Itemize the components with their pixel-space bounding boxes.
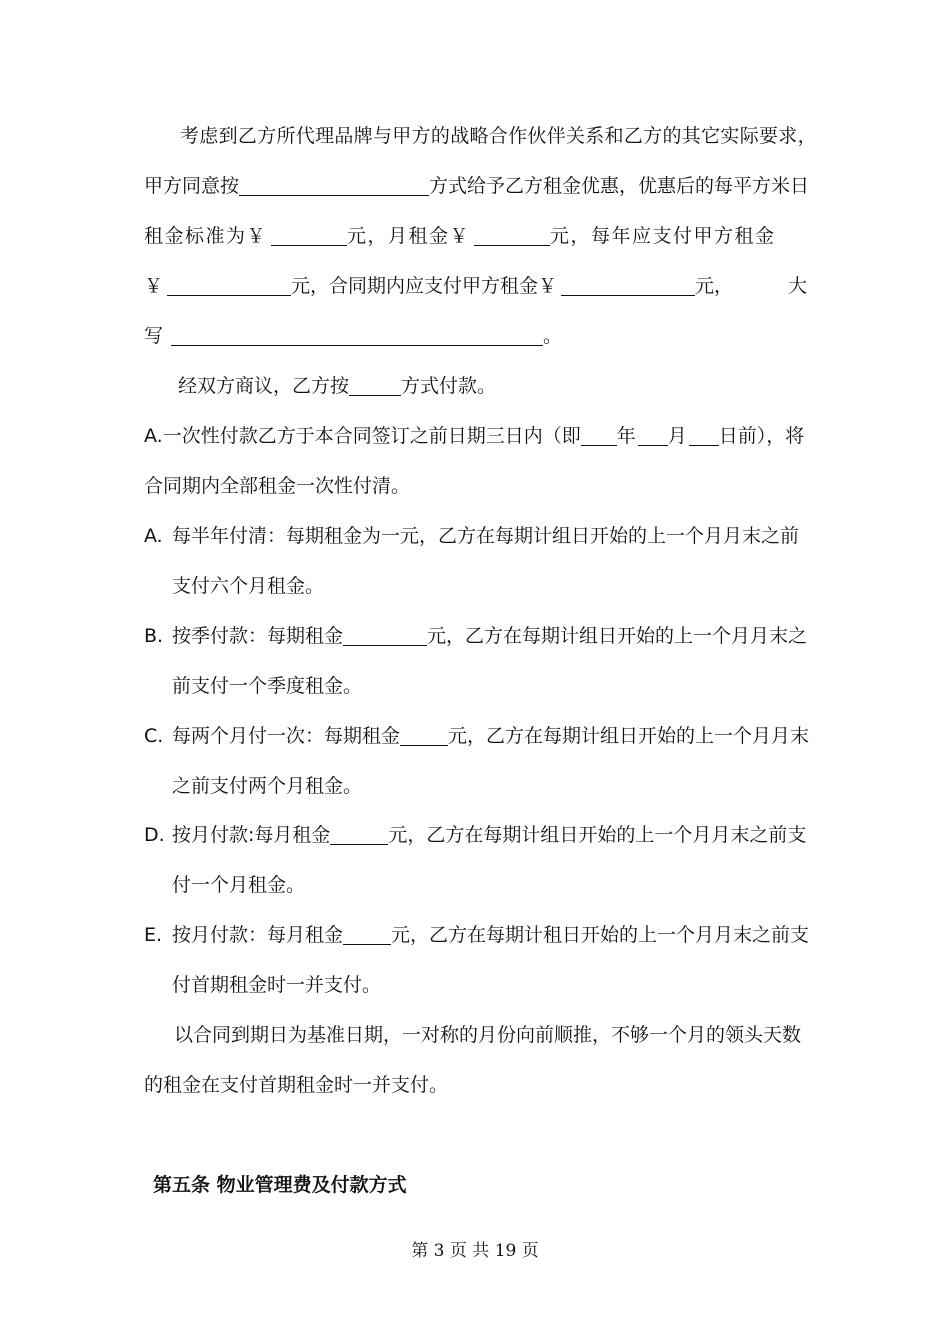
paragraph-text: 之前支付两个月租金。 [172,775,363,797]
list-item-label [144,523,163,549]
text-line [180,123,817,149]
text-line [144,273,733,299]
blank-field[interactable] [171,323,543,346]
text-line [144,323,562,349]
text-line [172,523,799,549]
paragraph-text: 付一个月租金。 [172,874,306,896]
paragraph-text: 方式付款。 [401,375,497,397]
text-line [172,623,807,649]
list-item-label [144,922,162,948]
blank-field[interactable] [349,373,401,396]
paragraph-text: 元，合同期内应支付甲方租金￥ [291,275,558,297]
blank-field[interactable] [638,423,668,446]
text-line [172,723,809,749]
paragraph-text: 元， [695,275,734,297]
blank-field[interactable] [561,273,695,296]
text-line [172,822,806,848]
text-line [144,173,809,199]
list-item-label [144,822,165,848]
paragraph-text: 年 [616,425,636,447]
text-line [172,922,809,948]
blank-field[interactable] [330,822,388,845]
blank-field[interactable] [239,173,429,196]
list-item-label [144,723,163,749]
paragraph-text: 按季付款：每期租金 [172,625,344,647]
text-line [144,223,776,249]
paragraph-text: 元，乙方在每期计组日开始的上一个月月末之 [427,625,808,647]
blank-field[interactable] [343,623,427,646]
list-item-label [144,623,163,649]
paragraph-text: 元，乙方在每期计组日开始的上一个月月末 [448,725,810,747]
paragraph-text: 元，乙方在每期计租日开始的上一个月月末之前支 [391,924,810,946]
paragraph-text: 方式给予乙方租金优惠，优惠后的每平方米日 [429,175,810,197]
paragraph-text: 租金标准为￥ [144,225,268,247]
paragraph-text: 按月付款：每月租金 [172,924,344,946]
paragraph-text: 前支付一个季度租金。 [172,675,363,697]
paragraph-text: 支付六个月租金。 [172,575,325,597]
item-label: B. [144,625,164,647]
text-line [174,1022,801,1048]
item-label: E. [144,924,163,946]
text-line [144,473,410,499]
paragraph-text: 按月付款:每月租金 [172,824,331,846]
paragraph-text: 。 [543,325,563,347]
text-line [172,972,381,998]
paragraph-text: ￥ [144,275,164,297]
paragraph-text: 考虑到乙方所代理品牌与甲方的战略合作伙伴关系和乙方的其它实际要求， [180,125,817,147]
blank-field[interactable] [581,423,617,446]
text-line [172,872,305,898]
paragraph-text: 经双方商议，乙方按 [178,375,350,397]
blank-field[interactable] [689,423,719,446]
paragraph-text: 日前），将 [718,425,805,447]
paragraph-text: 写 [144,325,164,347]
text-line [144,423,804,449]
paragraph-text: 元，月租金￥ [347,225,471,247]
item-label: C. [144,725,164,747]
text-line [172,773,362,799]
paragraph-text: 元，每年应支付甲方租金 [550,225,776,247]
paragraph-text: A.一次性付款乙方于本合同签订之前日期三日内（即 [144,425,581,447]
paragraph-text: 每两个月付一次：每期租金 [172,725,401,747]
item-label: D. [144,824,165,846]
paragraph-text: 每半年付清：每期租金为一元，乙方在每期计组日开始的上一个月月末之前 [172,525,800,547]
paragraph-text: 付首期租金时一并支付。 [172,974,382,996]
paragraph-text: 以合同到期日为基准日期，一对称的月份向前顺推，不够一个月的领头天数 [174,1024,802,1046]
section-heading: 第五条 物业管理费及付款方式 [153,1174,407,1196]
paragraph-text: 月 [667,425,687,447]
page-number-footer: 第 3 页 共 19 页 [411,1241,539,1261]
text-line [172,573,324,599]
paragraph-text: 合同期内全部租金一次性付清。 [144,475,411,497]
paragraph-text: 甲方同意按 [144,175,240,197]
blank-field[interactable] [167,273,291,296]
paragraph-text: 大 [788,275,808,297]
paragraph-text: 的租金在支付首期租金时一并支付。 [144,1074,449,1096]
text-line [172,673,362,699]
blank-field[interactable] [400,723,448,746]
text-line [144,1072,448,1098]
text-line [788,273,807,299]
text-line [178,373,496,399]
paragraph-text: 元，乙方在每期计组日开始的上一个月月末之前支 [388,824,807,846]
blank-field[interactable] [343,922,391,945]
item-label: A. [144,525,163,547]
blank-field[interactable] [474,223,550,246]
blank-field[interactable] [271,223,347,246]
